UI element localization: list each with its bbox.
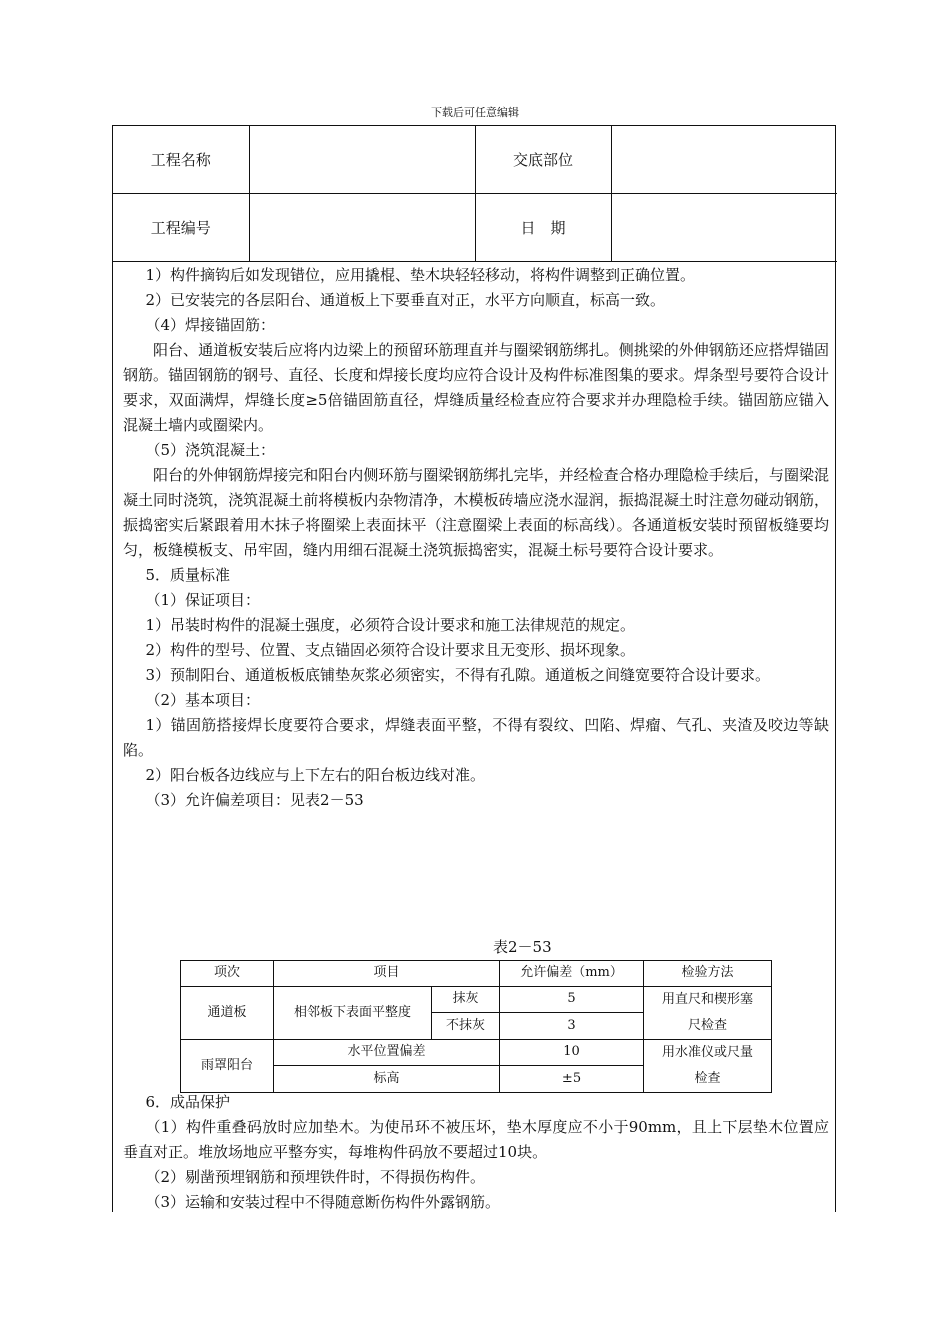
- paragraph: （2）基本项目：: [145, 691, 261, 709]
- table-header-row: [181, 961, 772, 987]
- paragraph: 1）吊装时构件的混凝土强度，必须符合设计要求和施工法律规范的规定。: [145, 616, 636, 634]
- header-cell: 项目: [274, 961, 500, 987]
- paragraph: 阳台、通道板安装后应将内边梁上的预留环筋理直并与圈梁钢筋绑扎。侧挑梁的外伸钢筋还应搭焊锚固钢筋。锚固钢筋的钢号、直径、长度和焊接长度均应符合设计及构件标准图集的要求。焊条型号要符合设计要求，双面满焊，焊缝长度≥5倍锚固筋直径，焊缝质量经检查应符合要求并办理隐检手续。锚固筋应锚入混凝土墙内或圈梁内。: [123, 341, 829, 434]
- paragraph: 6．成品保护: [145, 1093, 231, 1111]
- header-cell: 允许偏差（mm）: [500, 961, 644, 987]
- header-cell: 检验方法: [644, 961, 772, 987]
- item-name: 水平位置偏差: [274, 1039, 500, 1066]
- project-no-label: 工程编号: [113, 194, 249, 262]
- group-name: 雨罩阳台: [181, 1039, 274, 1092]
- paragraph: （1）构件重叠码放时应加垫木。为使吊环不被压坏，垫木厚度应不小于90mm，且上下层垫木位置应垂直对正。堆放场地应平整夯实，每堆构件码放不要超过10块。: [123, 1118, 829, 1161]
- header-table: [113, 126, 837, 262]
- paragraph: （3）允许偏差项目：见表2－53: [145, 791, 364, 809]
- table-row: [181, 1039, 772, 1066]
- tolerance-value: 3: [500, 1013, 644, 1040]
- item-name: 标高: [274, 1066, 500, 1093]
- sub-item: 不抹灰: [432, 1013, 500, 1040]
- paragraph: 2）阳台板各边线应与上下左右的阳台板边线对准。: [145, 766, 486, 784]
- project-name-label: 工程名称: [113, 126, 249, 194]
- deviation-table: [180, 960, 772, 1093]
- paragraph: （5）浇筑混凝土：: [145, 441, 276, 459]
- group-name: 通道板: [181, 986, 274, 1039]
- paragraph: （2）剔凿预埋钢筋和预埋铁件时，不得损伤构件。: [145, 1168, 486, 1186]
- paragraph: 5．质量标准: [145, 566, 231, 584]
- paragraph: 阳台的外伸钢筋焊接完和阳台内侧环筋与圈梁钢筋绑扎完毕，并经检查合格办理隐检手续后，与圈梁混凝土同时浇筑，浇筑混凝土前将模板内杂物清净，木模板砖墙应浇水湿润，振捣混凝土时注意勿碰动钢筋，振捣密实后紧跟着用木抹子将圈梁上表面抹平（注意圈梁上表面的标高线）。各通道板安装时预留板缝要均匀，板缝模板支、吊牢固，缝内用细石混凝土浇筑振捣密实，混凝土标号要符合设计要求。: [123, 466, 829, 559]
- paragraph: 2）已安装完的各层阳台、通道板上下要垂直对正，水平方向顺直，标高一致。: [145, 291, 666, 309]
- paragraph: 2）构件的型号、位置、支点锚固必须符合设计要求且无变形、损坏现象。: [145, 641, 636, 659]
- body-text: [123, 263, 829, 813]
- tolerance-value: ±5: [500, 1066, 644, 1093]
- sub-item: 抹灰: [432, 986, 500, 1013]
- paragraph: 3）预制阳台、通道板板底铺垫灰浆必须密实，不得有孔隙。通道板之间缝宽要符合设计要求。: [145, 666, 771, 684]
- table-row: [181, 986, 772, 1013]
- project-name-value[interactable]: [249, 126, 475, 194]
- method-cell: [644, 986, 772, 1039]
- paragraph: 1）构件摘钩后如发现错位，应用撬棍、垫木块轻轻移动，将构件调整到正确位置。: [145, 266, 696, 284]
- method-line: 用水准仪或尺量: [662, 1044, 754, 1060]
- date-value[interactable]: [611, 194, 837, 262]
- paragraph: （1）保证项目：: [145, 591, 261, 609]
- top-note: 下载后可任意编辑: [431, 106, 519, 119]
- disclosure-form: [112, 125, 836, 1212]
- date-label: 日 期: [475, 194, 611, 262]
- method-cell: [644, 1039, 772, 1092]
- item-name: 相邻板下表面平整度: [274, 986, 432, 1039]
- method-line: 检查: [694, 1070, 721, 1086]
- location-label: 交底部位: [475, 126, 611, 194]
- paragraph: （4）焊接锚固筋：: [145, 316, 276, 334]
- table-caption: 表2－53: [493, 938, 552, 956]
- tail-text: [123, 1090, 829, 1215]
- method-line: 尺检查: [688, 1017, 728, 1033]
- tolerance-value: 10: [500, 1039, 644, 1066]
- header-cell: 项次: [181, 961, 274, 987]
- paragraph: 1）锚固筋搭接焊长度要符合要求，焊缝表面平整，不得有裂纹、凹陷、焊瘤、气孔、夹渣及咬边等缺陷。: [123, 716, 829, 759]
- paragraph: （3）运输和安装过程中不得随意断伤构件外露钢筋。: [145, 1193, 501, 1211]
- project-no-value[interactable]: [249, 194, 475, 262]
- tolerance-value: 5: [500, 986, 644, 1013]
- location-value[interactable]: [611, 126, 837, 194]
- method-line: 用直尺和楔形塞: [662, 991, 754, 1007]
